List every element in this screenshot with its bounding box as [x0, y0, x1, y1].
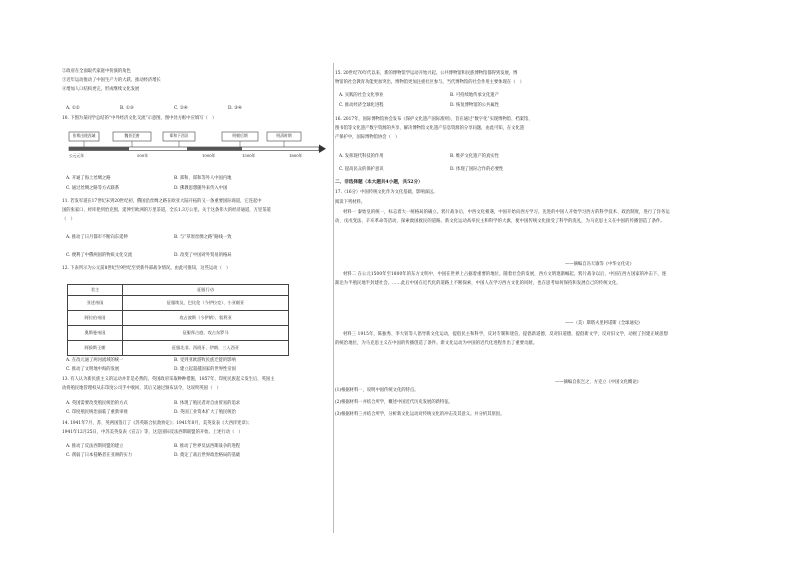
section-heading: 二、非选择题（本大题共4小题，共52分）: [335, 180, 423, 185]
column-divider: [333, 63, 334, 533]
material-1: 材料一 秦始皇的统一，标志着大一统格局的确立。鸦片战争后，中西文化相遇，中国开始向西方学习。先进的中国人开始学习西方的科学技术、政治制度，进行了洋务运动、戊戌变法、辛亥革命等活动，探索救国救民的道路。新文化运动高举民主和科学的大旗，使中国传统文化接受了科学的洗礼，为马克思主义在中国的传播创造了条件。: [335, 210, 670, 224]
q15-option-b: B. 可持续地传承文化遗产: [450, 93, 499, 98]
q17-subquestion-1: (1)根据材料一，说明中国传统文化的特点。: [335, 388, 419, 393]
q15-option-c: C. 推动经济全球化进程: [339, 103, 384, 108]
q12-option-d: D. 建立起超越国家的世界性帝国: [174, 367, 236, 372]
q12-option-c: C. 推动了文明地中海的发展: [66, 367, 120, 372]
q9-option-a: A. ①②: [66, 106, 80, 111]
q14-stem-line-1: 14. 1941年7月，苏、英两国签订了《苏英联合抗敌协定》；1941年8月，美英发表《大西洋宪章》；: [62, 421, 253, 426]
q16-option-d: D. 体现了国际合作的必要性: [450, 167, 504, 172]
q11-stem-line-1: 11. 若发军道在17世纪末到20世纪初，俄国沿丝绸之路在欧亚大陆开拓的又一条重要国际商道，它连起中: [62, 199, 262, 204]
timeline-label-bottom-4: 1500年: [242, 153, 256, 158]
q12-option-b: B. 受到亚欧游牧民族迁徙的影响: [174, 358, 236, 363]
table-cell: 阿拉伯帝国: [68, 311, 123, 326]
q11-stem-line-3: （ ）: [62, 217, 75, 222]
q10-option-d: D. 佛教思想随外来传入中国: [174, 186, 228, 191]
q15-stem-line-2: 物馆的社会教育功能更加突出，博物馆更加注重社区参与。当代博物馆的社会作用主要体现在（ ）: [335, 80, 525, 85]
q17-instruction: 阅读下列材料。: [335, 200, 366, 205]
q13-option-a: A. 英国需要改变殖民统治的方式: [66, 401, 128, 406]
q11-option-d: D. 改变了中国对外贸易的格局: [174, 253, 232, 258]
q9-option-b: B. ①③: [120, 106, 134, 111]
timeline-label-top-2: 魏晋至唐: [124, 133, 140, 138]
material-3: 材料三 1915年，陈独秀、李大钊等人倡导新文化运动，提倡民主和科学，反对专制和迷信，提倡新道德，反对旧道德，提倡新文学，反对旧文学，动摇了封建正统思想的统治地位，为马克思主义在中国的传播创造了条件。新文化运动为中国的近代化进程作出了重要贡献。: [335, 332, 668, 346]
timeline-label-bottom-3: 1000年: [202, 153, 216, 158]
q13-stem-line-2: 动将殖民地管理权从东印度公司手中收回，其后又通过颁布法令，这说明英国（ ）: [62, 386, 221, 391]
q9-option-c: C. ②④: [174, 106, 188, 111]
q15-option-a: A. 实践的社会文化事业: [339, 93, 384, 98]
q17-subquestion-3: (3)根据材料三并结合所学，分析新文化运动对传统文化的冲击及其意义。并分析其原因。: [335, 412, 505, 417]
q15-option-d: D. 恢复博物馆的公共属性: [450, 103, 499, 108]
q13-option-d: D. 英国工业资本扩大了殖民统治: [174, 410, 236, 415]
q12-stem: 12. 下表所示为公元前8世纪至9世纪至更新外部战争情况。由此可推知，这些运动（ ）: [62, 266, 231, 271]
q12-table: [67, 284, 289, 356]
q16-stem-line-1: 16. 2017年，国际博物馆协会发布《保护文化遗产国际准则》，旨在通过“数字化”实现博物馆、档案馆、: [335, 117, 533, 122]
q16-option-a: A. 发挥现代科技的作用: [339, 154, 384, 159]
q10-option-a: A. 开通了海上丝绸之路: [66, 176, 111, 181]
q11-option-a: A. 推动了日月都市不断向东延伸: [66, 235, 128, 240]
table-cell: 攻占波斯（今伊朗）、叙利亚: [123, 311, 289, 326]
q11-stem-line-2: 国的张家口、经库伦到恰克图，延伸至欧洲的万里茶道，全长1.3万公里。关于这条伟大的经济通道，万里茶道: [62, 208, 271, 213]
q9-item-3: ③近年运动推动了中国生产力的大跃，推动经济增长: [62, 78, 161, 83]
timeline-diagram: [67, 131, 327, 167]
q11-option-c: C. 便利了中俄两国的物质文化交流: [66, 253, 133, 258]
table-row: [68, 311, 289, 326]
table-cell: 奥斯曼帝国: [68, 326, 123, 341]
q9-item-4: ④增加人口结构更完，形成继续文化发展: [62, 87, 140, 92]
q12-option-a: A. 在改元通了两河流域的统一: [66, 358, 124, 363]
table-row: [68, 296, 289, 311]
table-row: [68, 326, 289, 341]
q17-subquestion-2: (2)根据材料一并结合所学，概述中国近代历史发展的新特征。: [335, 400, 453, 405]
q13-option-c: C. 印度殖民统治面临了重新审视: [66, 410, 128, 415]
q16-option-c: C. 提高民众的保护意识: [339, 167, 384, 172]
q16-stem-line-2: 图书馆等文化遗产数字资源的共享，解决博物馆文化遗产信息资源的分享问题，由此可知，在文化遗: [335, 126, 525, 131]
q9-option-d: D. ③④: [228, 106, 242, 111]
timeline-label-bottom-2: 500年: [137, 153, 149, 158]
material-3-source: ——摘编自张岂之、方克立《中国文化概论》: [555, 380, 641, 385]
q16-option-b: B. 维护文化遗产的真实性: [450, 154, 499, 159]
q9-item-2: ②政府在全面取代家庭中扮演的角色: [62, 69, 131, 74]
table-header-action: 征服行动: [123, 285, 289, 296]
timeline-label-top-3: 郑和下西洋: [169, 133, 189, 138]
q11-option-b: B. 与“草原丝绸之路”路线一致: [174, 235, 232, 240]
q17-stem: 17.（16分）中国传统文化作为文化基础，影响深远。: [335, 190, 438, 195]
q10-option-c: C. 通过丝绸之路等方式联系: [66, 186, 120, 191]
q16-stem-line-3: 产保护中，国际博物馆协会（ ）: [335, 135, 400, 140]
timeline-arrow-icon: [319, 145, 326, 154]
q14-option-a: A. 推动了反法西斯同盟的建立: [66, 444, 124, 449]
q14-option-d: D. 奠定了战后世界政治格局的基础: [174, 453, 241, 458]
q10-stem: 10. 下图为某同学总结的“中外经济文化交流”示意图，图中处方框中应填写（ ）: [62, 116, 217, 121]
table-cell: 阿拔斯王朝: [68, 341, 123, 356]
material-2: 材料二 在公元1500年至1800年的东方文明中，中国在世界上占据着重要的地位。随着社会的发展，西方文明逐渐崛起。鸦片战争以后，中国在西方国家的冲击下，逐渐沦为半殖民地半封建社会。……此后中国在近代化的道路上不断探索，中国人在学习西方文化的同时，也在思考如何保持和发展自己的传统文化。: [335, 272, 667, 286]
q14-stem-line-2: 1941年12月25日，中苏美英发表《宣言》等，这是国际反法西斯联盟的开始。上述行动（ ）: [62, 430, 243, 435]
timeline-label-top-5: 明清时期: [276, 133, 292, 138]
table-row: [68, 341, 289, 356]
table-cell: 征服北非、西班牙、伊朗、三入西亚: [123, 341, 289, 356]
timeline-label-bottom-5: 1800年: [289, 153, 303, 158]
q14-option-b: B. 推动了世界反法西斯战争的进程: [174, 444, 241, 449]
material-2-source: ——（美）斯塔夫里阿诺斯《全球通史》: [565, 321, 643, 326]
table-header-ruler: 君主: [68, 285, 123, 296]
q13-stem-line-1: 13. 有人认为新民族主义的运动并非是必然的。英国政府采取种种措施，1857年，印度民族起义发生后，英国主: [62, 377, 275, 382]
material-1-source: ——摘编自冯天瑜等《中华文化史》: [565, 262, 634, 267]
table-cell: 征服埃及、巴比伦（今伊拉克）、小亚细亚: [123, 296, 289, 311]
table-cell: 征服拜占庭、攻占东罗马: [123, 326, 289, 341]
q13-option-b: B. 体现了殖民者对自由贸易的追求: [174, 401, 241, 406]
timeline-label-top-4: 明朝后期: [232, 133, 248, 138]
q14-option-c: C. 削弱了日本侵略者在亚洲的实力: [66, 453, 133, 458]
timeline-label-bottom-1: 公元元年: [69, 153, 85, 158]
table-cell: 亚述帝国: [68, 296, 123, 311]
q15-stem-line-1: 15. 20世纪70年代以来，新的博物馆学运动开始兴起。公共博物馆和民族博物馆都得到发展，博: [335, 71, 518, 76]
timeline-label-top-1: 张骞出使西域: [72, 133, 96, 138]
q10-option-b: B. 郑和、郑和等外人中国内地: [174, 176, 232, 181]
